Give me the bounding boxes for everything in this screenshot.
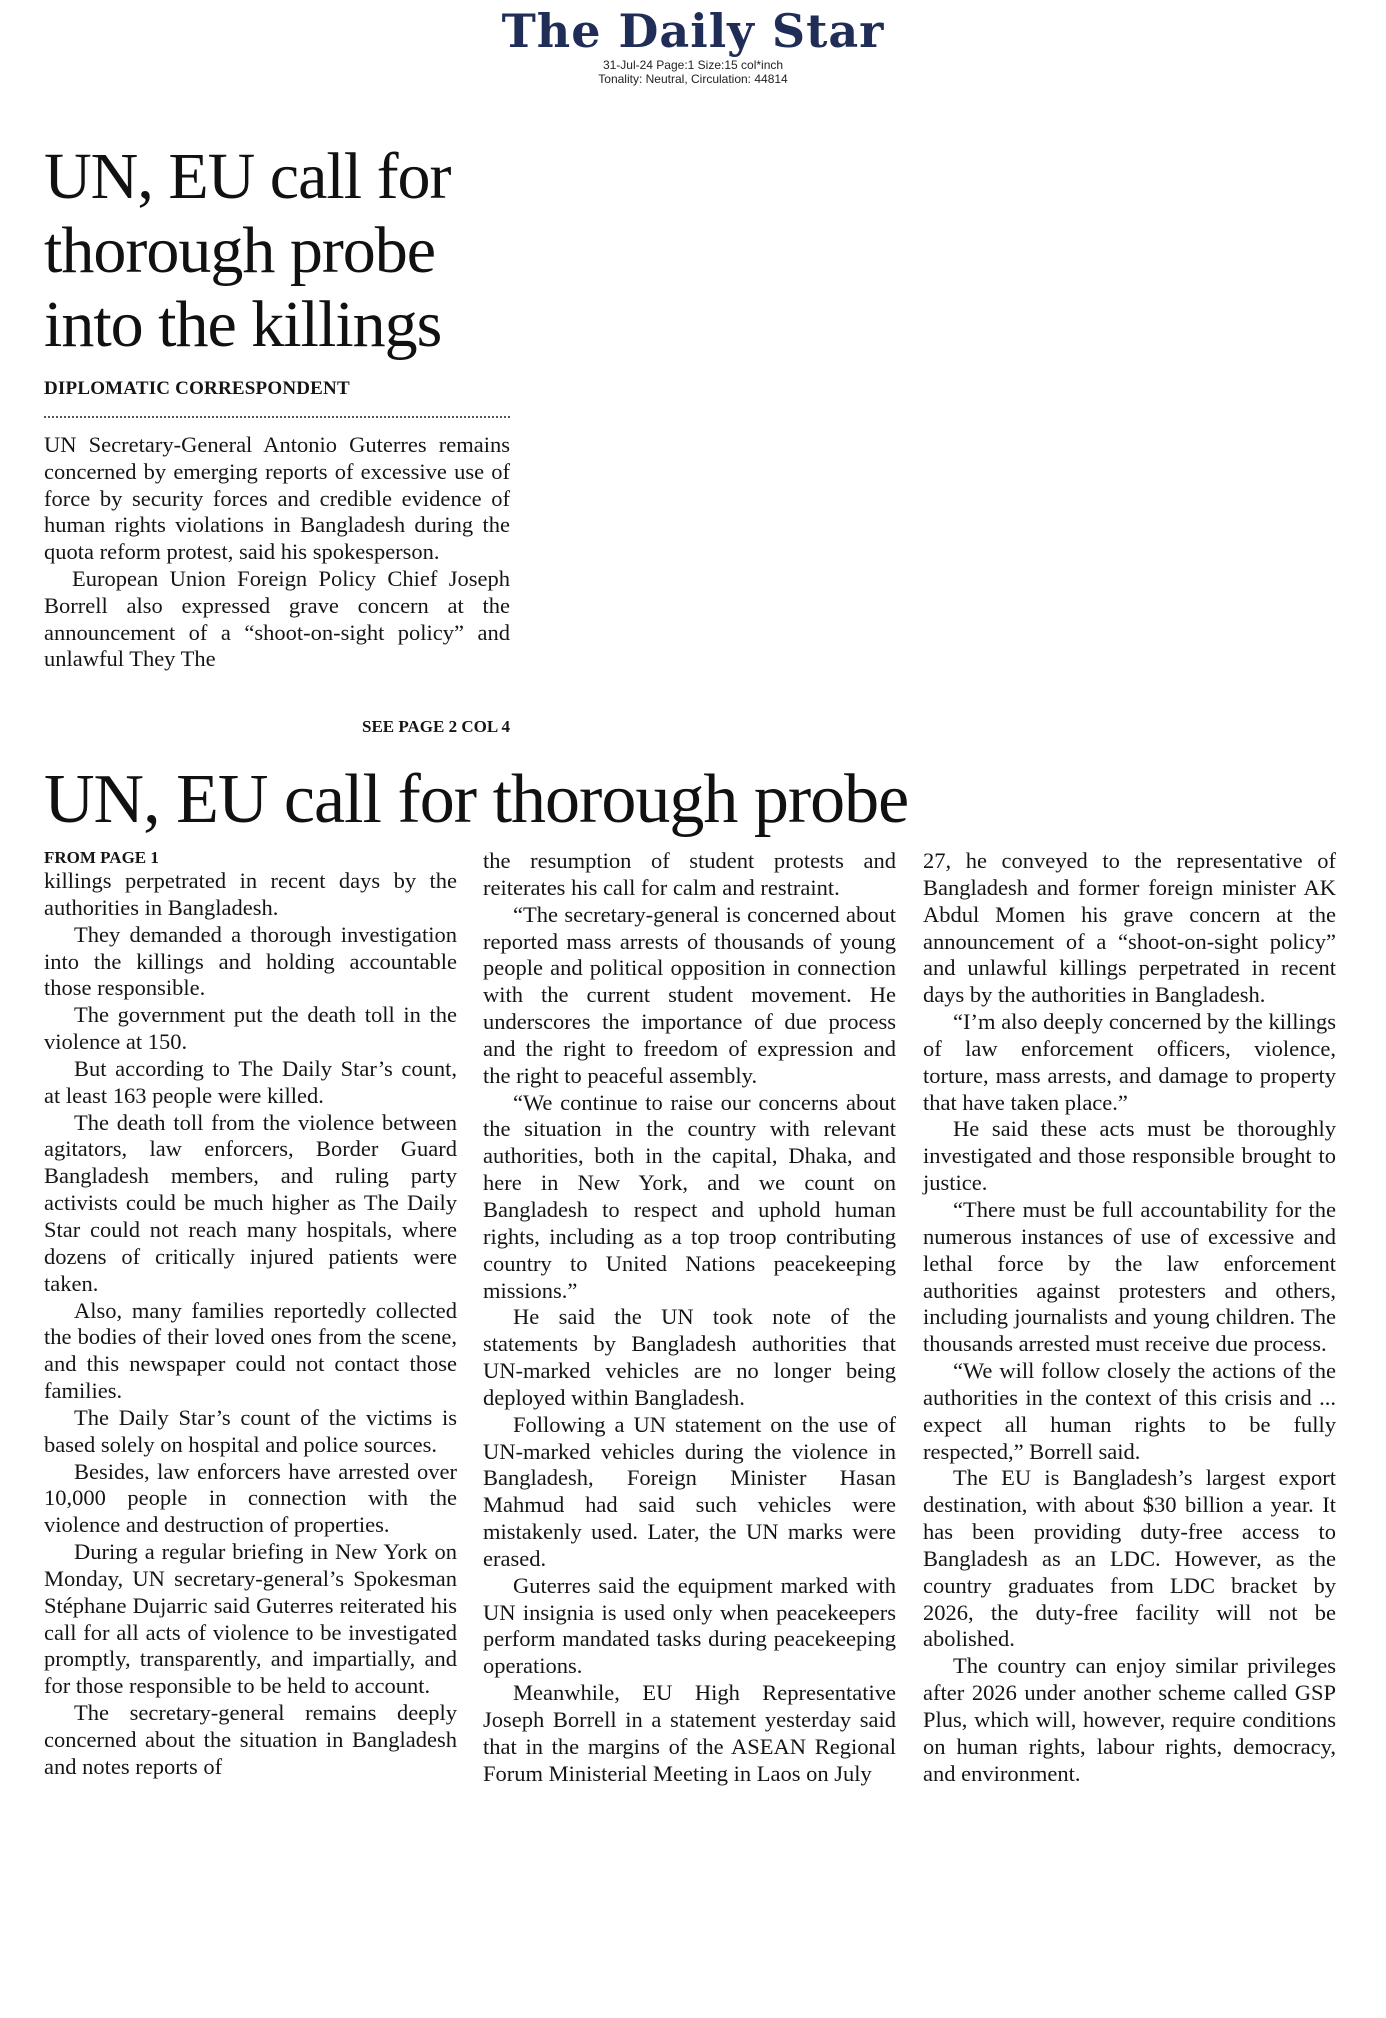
paragraph: The EU is Bangladesh’s largest export destination, with about $30 billion a year. It has been providing duty-free access to Bangladesh as an LDC. However, as the country graduates from LDC bracket by 2026, the duty-free facility will not be abolished.	[923, 1465, 1336, 1652]
article-column-1	[44, 848, 457, 1781]
front-paragraph: European Union Foreign Policy Chief Joseph Borrell also expressed grave concern at the announcement of a “shoot-on-sight policy” and unlawful They The	[44, 565, 510, 672]
paragraph: The secretary-general remains deeply concerned about the situation in Bangladesh and notes reports of	[44, 1700, 457, 1779]
paragraph: The Daily Star’s count of the victims is based solely on hospital and police sources.	[44, 1404, 457, 1457]
paragraph: They demanded a thorough investigation into the killings and holding accountable those responsible.	[44, 921, 457, 1001]
paragraph: “The secretary-general is concerned about reported mass arrests of thousands of young people and political opposition in connection with the current student movement. He underscores the importance of due process and the right to freedom of expression and the right to peaceful assembly.	[483, 901, 896, 1088]
byline: DIPLOMATIC CORRESPONDENT	[44, 378, 350, 399]
article-column-3	[923, 848, 1336, 1788]
paragraph: “We continue to raise our concerns about the situation in the country with relevant authorities, both in the capital, Dhaka, and here in New York, and we count on Bangladesh to respect and uphold human rights, including as a top troop contributing country to United Nations peacekeeping missions.”	[483, 1089, 896, 1303]
paragraph: He said these acts must be thoroughly investigated and those responsible brought to justice.	[923, 1116, 1336, 1196]
paragraph: “There must be full accountability for the numerous instances of use of excessive and lethal force by the law enforcement authorities against protesters and others, including journalists and young children. The thousands arrested must receive due process.	[923, 1196, 1336, 1357]
paragraph: the resumption of student protests and reiterates his call for calm and restraint.	[483, 848, 896, 900]
paragraph: “I’m also deeply concerned by the killings of law enforcement officers, violence, torture, mass arrests, and damage to property that have taken place.”	[923, 1009, 1336, 1115]
paragraph: Guterres said the equipment marked with UN insignia is used only when peacekeepers perform mandated tasks during peacekeeping operations.	[483, 1572, 896, 1679]
from-page-label: FROM PAGE 1	[44, 848, 159, 867]
paragraph: He said the UN took note of the statements by Bangladesh authorities that UN-marked vehicles are no longer being deployed within Bangladesh.	[483, 1304, 896, 1410]
paragraph: killings perpetrated in recent days by the authorities in Bangladesh.	[44, 868, 457, 920]
paragraph: The country can enjoy similar privileges after 2026 under another scheme called GSP Plus, which will, however, require conditions on human rights, labour rights, democracy, and environment.	[923, 1653, 1336, 1786]
see-page-jump-line: SEE PAGE 2 COL 4	[362, 717, 510, 736]
paragraph: 27, he conveyed to the representative of Bangladesh and former foreign minister AK Abdul Momen his grave concern at the announcement of a “shoot-on-sight policy” and unlawful killings perpetrated in recent days by the authorities in Bangladesh.	[923, 848, 1336, 1008]
paragraph: Besides, law enforcers have arrested over 10,000 people in connection with the violence and destruction of properties.	[44, 1458, 457, 1538]
front-headline: UN, EU call for thorough probe into the killings	[44, 140, 451, 361]
clipping-meta-line-1: 31-Jul-24 Page:1 Size:15 col*inch	[602, 58, 784, 72]
paragraph: Also, many families reportedly collected the bodies of their loved ones from the scene, and this newspaper could not contact those families.	[44, 1297, 457, 1404]
paragraph: The death toll from the violence between agitators, law enforcers, Border Guard Bangladesh members, and ruling party activists could be much higher as The Daily Star could not reach many hospitals, where dozens of critically injured patients were taken.	[44, 1109, 457, 1296]
paragraph: “We will follow closely the actions of the authorities in the context of this crisis and ... expect all human rights to be fully respected,” Borrell said.	[923, 1358, 1336, 1464]
paragraph: Following a UN statement on the use of UN-marked vehicles during the violence in Bangladesh, Foreign Minister Hasan Mahmud had said such vehicles were mistakenly used. Later, the UN marks were erased.	[483, 1411, 896, 1571]
front-article-body	[44, 432, 510, 673]
paragraph: Meanwhile, EU High Representative Joseph Borrell in a statement yesterday said that in the margins of the ASEAN Regional Forum Ministerial Meeting in Laos on July	[483, 1680, 896, 1786]
article-column-2	[483, 848, 896, 1788]
clipping-meta-line-2: Tonality: Neutral, Circulation: 44814	[598, 72, 788, 86]
paragraph: But according to The Daily Star’s count, at least 163 people were killed.	[44, 1055, 457, 1108]
paragraph: The government put the death toll in the violence at 150.	[44, 1002, 457, 1055]
dotted-divider	[44, 416, 510, 418]
jump-headline: UN, EU call for thorough probe	[44, 761, 909, 838]
paragraph: During a regular briefing in New York on Monday, UN secretary-general’s Spokesman Stéphane Dujarric said Guterres reiterated his call for all acts of violence to be investigated promptly, transparently, and impartially, and for those responsible to be held to account.	[44, 1539, 457, 1699]
newspaper-logo: The Daily Star	[501, 4, 885, 58]
front-paragraph: UN Secretary-General Antonio Guterres remains concerned by emerging reports of excessive use of force by security forces and credible evidence of human rights violations in Bangladesh during the quota reform protest, said his spokesperson.	[44, 432, 510, 565]
masthead	[0, 0, 1386, 86]
